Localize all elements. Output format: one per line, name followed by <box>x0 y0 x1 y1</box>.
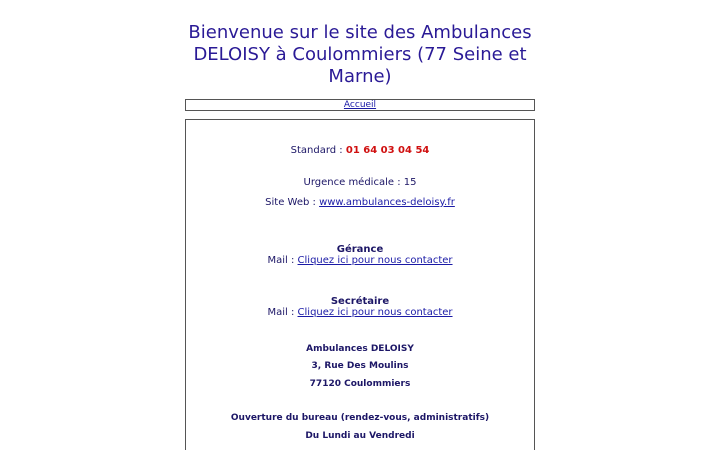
nav-bar <box>185 99 535 111</box>
secretaire-mail-line <box>186 307 534 319</box>
urgence-line: Urgence médicale : 15 <box>303 177 417 188</box>
secretaire-mail-label: Mail : <box>267 307 295 318</box>
gerance-heading: Gérance <box>336 244 384 255</box>
hours-heading: Ouverture du bureau (rendez-vous, administratifs) <box>230 413 490 423</box>
gerance-mail-line <box>186 255 534 267</box>
hours-days: Du Lundi au Vendredi <box>305 431 415 441</box>
standard-line <box>186 145 534 157</box>
secretaire-mail-link[interactable]: Cliquez ici pour nous contacter <box>297 307 453 318</box>
address-city: 77120 Coulommiers <box>309 379 411 389</box>
secretaire-heading: Secrétaire <box>330 296 390 307</box>
address-street: 3, Rue Des Moulins <box>311 361 409 371</box>
gerance-mail-label: Mail : <box>267 255 295 266</box>
website-link[interactable]: www.ambulances-deloisy.fr <box>319 197 455 208</box>
website-line <box>186 197 534 209</box>
page-title: Bienvenue sur le site des Ambulances DELOISY à Coulommiers (77 Seine et Marne) <box>188 22 532 87</box>
gerance-mail-link[interactable]: Cliquez ici pour nous contacter <box>297 255 453 266</box>
home-link[interactable]: Accueil <box>343 100 377 110</box>
standard-phone: 01 64 03 04 54 <box>345 145 430 156</box>
contact-panel <box>185 119 535 450</box>
standard-label: Standard : <box>290 145 343 156</box>
address-name: Ambulances DELOISY <box>306 344 414 354</box>
website-label: Site Web : <box>265 197 316 208</box>
